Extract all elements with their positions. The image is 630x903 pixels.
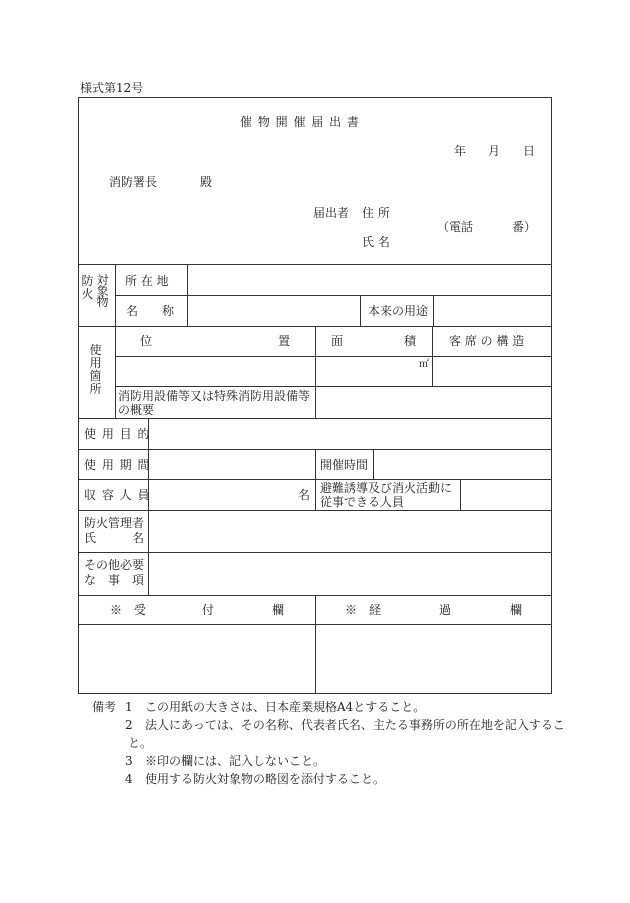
period-label: 使 用 期 間	[84, 458, 151, 472]
target-label-col2: 対 象 物	[96, 273, 109, 309]
manager-label-2: 氏 名	[84, 531, 145, 545]
note-text-2-cont: と。	[128, 736, 153, 750]
divider	[115, 386, 552, 387]
divider	[187, 264, 188, 326]
name-label: 名 称	[126, 304, 175, 318]
location-label: 所 在 地	[125, 274, 169, 288]
manager-label-1: 防火管理者	[84, 516, 145, 530]
position-label-b: 置	[278, 334, 291, 348]
divider	[315, 449, 316, 510]
progress-label-c: 欄	[510, 603, 523, 617]
submitter-label: 届出者	[313, 206, 350, 220]
phone-open[interactable]: （電話	[437, 220, 474, 234]
area-label-b: 積	[404, 334, 417, 348]
purpose-label: 使 用 目 的	[84, 427, 151, 441]
divider	[460, 479, 461, 510]
divider	[315, 326, 316, 418]
submitter-address-label[interactable]: 住 所	[362, 206, 390, 220]
area-label-a: 面	[331, 334, 344, 348]
divider	[115, 356, 552, 357]
evacuation-label-2: 従事できる人員	[320, 495, 405, 509]
reception-label-c: 欄	[272, 603, 285, 617]
note-text-2: 法人にあっては、その名称、代表者氏名、主たる事務所の所在地を記入するこ	[145, 718, 565, 732]
note-num-1: 1	[125, 700, 133, 714]
date-month[interactable]: 月	[488, 144, 501, 158]
usage-place-label: 使 用 箇 所	[89, 343, 102, 396]
divider	[360, 295, 361, 326]
date-year[interactable]: 年	[454, 144, 467, 158]
divider	[78, 418, 552, 419]
divider	[148, 418, 149, 595]
notes-label: 備考	[92, 700, 117, 714]
equipment-label-1: 消防用設備等又は特殊消防用設備等	[118, 389, 311, 403]
position-label-a: 位	[140, 334, 153, 348]
progress-label-a: ※ 経	[345, 603, 382, 617]
date-day[interactable]: 日	[523, 144, 536, 158]
note-text-1: この用紙の大きさは、日本産業規格A4とすること。	[145, 700, 426, 714]
divider	[115, 264, 116, 418]
seating-label: 客 席 の 構 造	[449, 334, 525, 348]
honorific: 殿	[200, 175, 213, 189]
other-label-1: その他必要	[84, 558, 145, 572]
area-unit: ㎡	[419, 359, 429, 370]
divider	[315, 595, 316, 694]
reception-label-b: 付	[202, 603, 215, 617]
event-time-label: 開催時間	[320, 458, 369, 472]
note-text-3: ※印の欄には、記入しないこと。	[145, 754, 326, 768]
divider	[78, 264, 552, 265]
form-number: 様式第12号	[80, 81, 144, 95]
capacity-unit: 名	[298, 488, 311, 502]
fire-chief-label: 消防署長	[109, 175, 158, 189]
divider	[115, 295, 552, 296]
form-title: 催 物 開 催 届 出 書	[240, 115, 360, 129]
reception-label-a: ※ 受	[110, 603, 147, 617]
progress-label-b: 過	[439, 603, 452, 617]
divider	[78, 510, 552, 511]
original-use-label: 本来の用途	[368, 304, 429, 318]
note-num-3: 3	[125, 754, 133, 768]
divider	[78, 552, 552, 553]
equipment-label-2: の概要	[118, 403, 155, 417]
capacity-label: 収 容 人 員	[84, 488, 151, 502]
note-text-4: 使用する防火対象物の略図を添付すること。	[145, 772, 386, 786]
other-label-2: な 事 項	[84, 573, 145, 587]
divider	[432, 326, 433, 386]
phone-close: 番）	[512, 220, 537, 234]
divider	[433, 295, 434, 326]
submitter-name-label[interactable]: 氏 名	[362, 235, 390, 249]
target-label-col1: 防 火	[81, 274, 94, 301]
note-num-2: 2	[125, 718, 133, 732]
note-num-4: 4	[125, 772, 133, 786]
evacuation-label-1: 避難誘導及び消火活動に	[320, 481, 453, 495]
divider	[373, 449, 374, 479]
